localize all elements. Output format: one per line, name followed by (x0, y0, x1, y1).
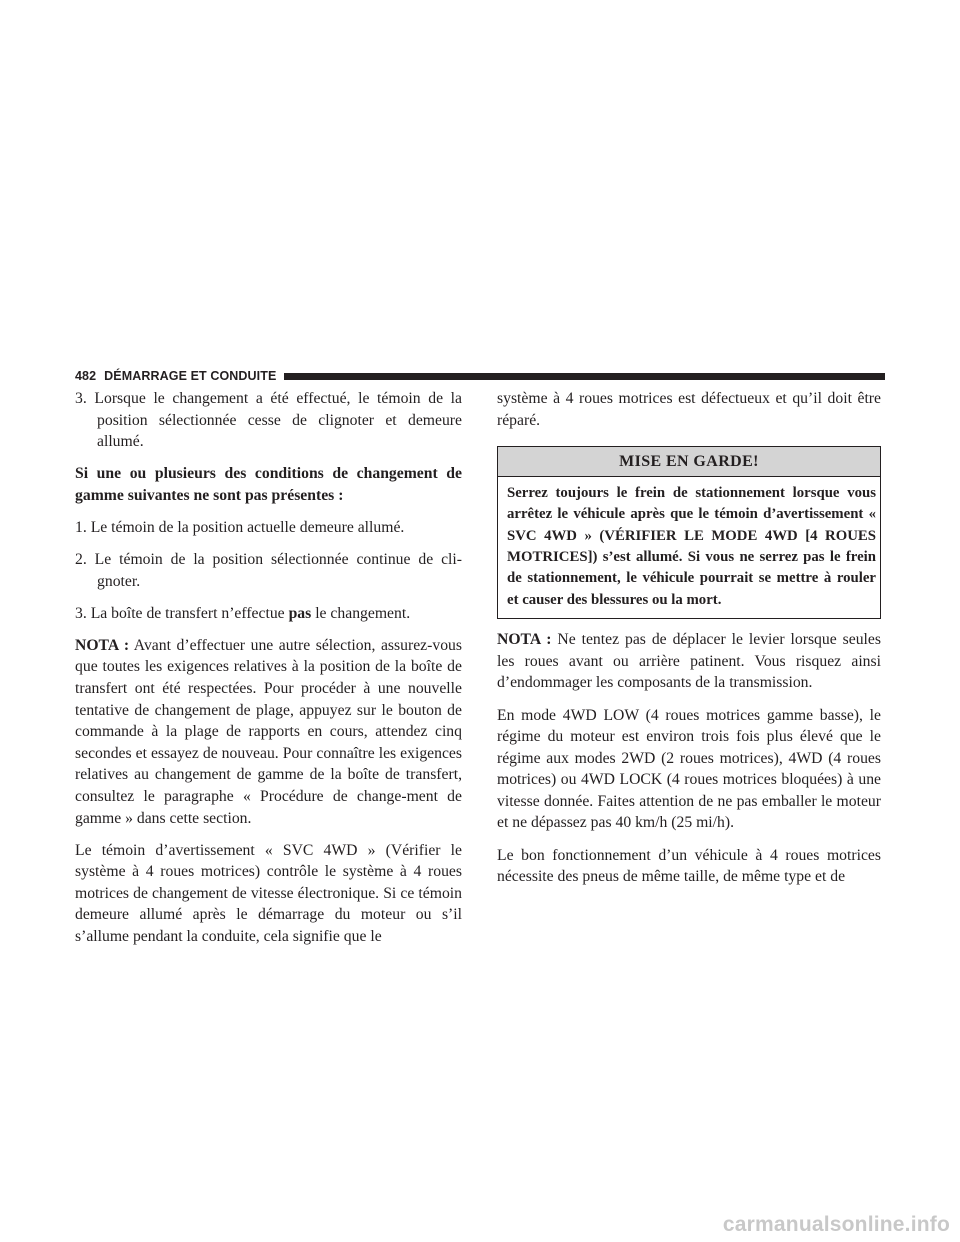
note-paragraph-2 (497, 629, 881, 694)
4wd-low-paragraph: En mode 4WD LOW (4 roues motrices gamme basse), le régime du moteur est environ trois fois plus élevé que le régime aux modes 2WD (2 roues motrices), 4WD (4 roues motrices) ou 4WD LOCK (4 roues motrices bloquées) à une vitesse donnée. Faites attention de ne pas emballer le moteur et ne dépassez pas 40 km/h (25 mi/h). (497, 706, 881, 832)
step-3-number: 3. (75, 390, 87, 407)
page-header (75, 368, 885, 384)
tires-paragraph: Le bon fonctionnement d’un véhicule à 4 roues motrices nécessite des pneus de même taille, de même type et de (497, 846, 881, 886)
condition-3-pre: 3. La boîte de transfert n’effectue (75, 604, 289, 622)
condition-3-bold: pas (288, 604, 312, 622)
section-title: DÉMARRAGE ET CONDUITE (104, 369, 277, 383)
left-column (75, 388, 462, 958)
step-3-text: Lorsque le changement a été effectué, le témoin de la position sélectionnée cesse de clignoter et demeure allumé. (94, 390, 463, 451)
page-number: 482 (75, 369, 97, 383)
warning-box (497, 446, 881, 619)
note-text-2: Ne tentez pas de déplacer le levier lorsque seules les roues avant ou arrière patinent. Vous risquez ainsi d’endommager les composants de la transmission. (497, 631, 881, 692)
note-text-1: Avant d’effectuer une autre sélection, assurez-vous que toutes les exigences relatives à la position de la boîte de transfert ont été respectées. Pour procéder à une nouvelle tentative de changement de plage, appuyez sur le bouton de commande à la plage de rapports en cours, attendez cinq secondes et essayez de nouveau. Pour connaître les exigences relatives au changement de gamme de la boîte de transfert, consultez le paragraphe « Procédure de change-ment de gamme » dans cette section. (75, 636, 462, 827)
header-rule (284, 373, 885, 380)
conditions-heading: Si une ou plusieurs des conditions de changement de gamme suivantes ne sont pas présentes : (75, 465, 462, 504)
watermark: carmanualsonline.info (722, 1213, 950, 1236)
warning-title: MISE EN GARDE! (498, 447, 880, 477)
step-3-paragraph (75, 388, 462, 453)
condition-3 (75, 603, 462, 625)
right-column (497, 388, 881, 898)
note-paragraph-1 (75, 635, 462, 829)
condition-1: 1. Le témoin de la position actuelle demeure allumé. (75, 518, 405, 536)
continuation-paragraph: système à 4 roues motrices est défectueux et qu’il doit être réparé. (497, 390, 881, 429)
warning-body: Serrez toujours le frein de stationnement lorsque vous arrêtez le véhicule après que le témoin d’avertissement « SVC 4WD » (VÉRIFIER LE MODE 4WD [4 ROUES MOTRICES]) s’est allumé. Si vous ne serrez pas le frein de stationnement, le véhicule pourrait se mettre à rouler et causer des blessures ou la mort. (507, 484, 876, 608)
svc-4wd-paragraph: Le témoin d’avertissement « SVC 4WD » (Vérifier le système à 4 roues motrices) contrôle le système à 4 roues motrices de changement de vitesse électronique. Si ce témoin demeure allumé après le démarrage du moteur ou s’il s’allume pendant la conduite, cela signifie que le (75, 841, 462, 946)
note-label-1: NOTA : (75, 636, 130, 654)
condition-2: 2. Le témoin de la position sélectionnée continue de cli-gnoter. (75, 551, 462, 590)
note-label-2: NOTA : (497, 631, 552, 649)
condition-3-post: le changement. (311, 604, 411, 622)
